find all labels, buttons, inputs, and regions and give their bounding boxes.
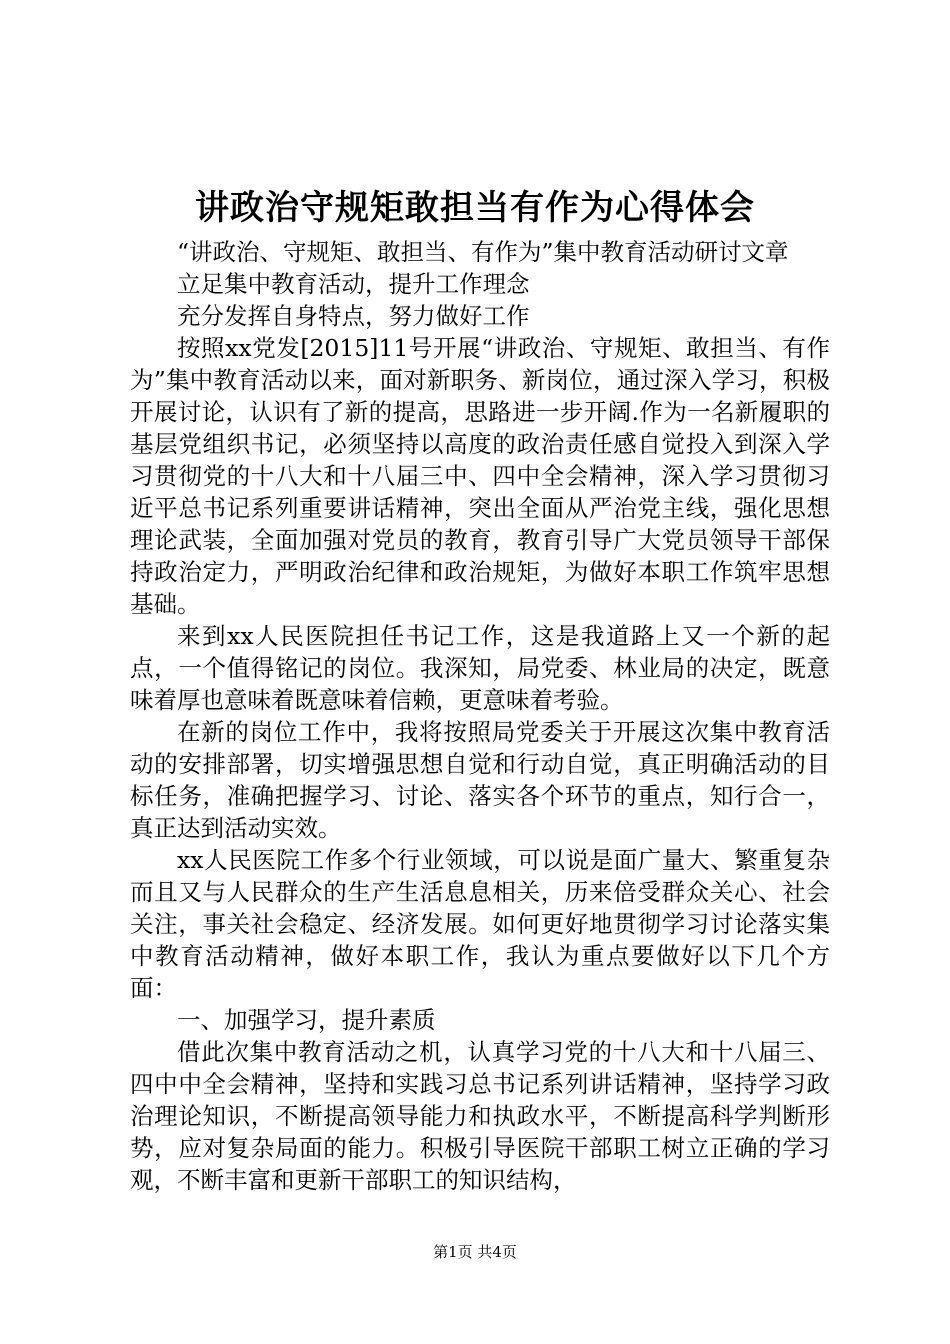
body-paragraph: 按照xx党发[2015]11号开展“讲政治、守规矩、敢担当、有作为”集中教育活动以来，面对新职务、新岗位，通过深入学习，积极开展讨论，认识有了新的提高，思路进一步开阔.作为一名新履职的基层党组织书记，必须坚持以高度的政治责任感自觉投入到深入学习贯彻党的十八大和十八届三中、四中全会精神，深入学习贯彻习近平总书记系列重要讲话精神，突出全面从严治党主线，强化思想理论武装，全面加强对党员的教育，教育引导广大党员领导干部保持政治定力，严明政治纪律和政治规矩，为做好本职工作筑牢思想基础。 <box>130 334 830 618</box>
document-body <box>130 236 830 1196</box>
page-footer: 第1页 共4页 <box>433 1243 517 1261</box>
body-paragraph: xx人民医院工作多个行业领域，可以说是面广量大、繁重复杂而且又与人民群众的生产生活息息相关，历来倍受群众关心、社会关注，事关社会稳定、经济发展。如何更好地贯彻学习讨论落实集中教育活动精神，做好本职工作，我认为重点要做好以下几个方面： <box>130 846 830 1002</box>
section-heading: 一、加强学习，提升素质 <box>177 1006 436 1034</box>
heading-line-1: 立足集中教育活动，提升工作理念 <box>177 270 530 298</box>
body-paragraph: 来到xx人民医院担任书记工作，这是我道路上又一个新的起点，一个值得铭记的岗位。我深知，局党委、林业局的决定，既意味着厚也意味着既意味着信赖，更意味着考验。 <box>130 622 830 714</box>
document-title: 讲政治守规矩敢担当有作为心得体会 <box>195 188 755 228</box>
heading-line-2: 充分发挥自身特点，努力做好工作 <box>177 302 530 330</box>
body-paragraph: 借此次集中教育活动之机，认真学习党的十八大和十八届三、四中中全会精神，坚持和实践习总书记系列讲话精神，坚持学习政治理论知识，不断提高领导能力和执政水平，不断提高科学判断形势，应对复杂局面的能力。积极引导医院干部职工树立正确的学习观，不断丰富和更新干部职工的知识结构， <box>130 1038 830 1194</box>
subtitle-paragraph: “讲政治、守规矩、敢担当、有作为”集中教育活动研讨文章 <box>177 238 789 266</box>
body-paragraph: 在新的岗位工作中，我将按照局党委关于开展这次集中教育活动的安排部署，切实增强思想自觉和行动自觉，真正明确活动的目标任务，准确把握学习、讨论、落实各个环节的重点，知行合一，真正达到活动实效。 <box>130 718 830 842</box>
